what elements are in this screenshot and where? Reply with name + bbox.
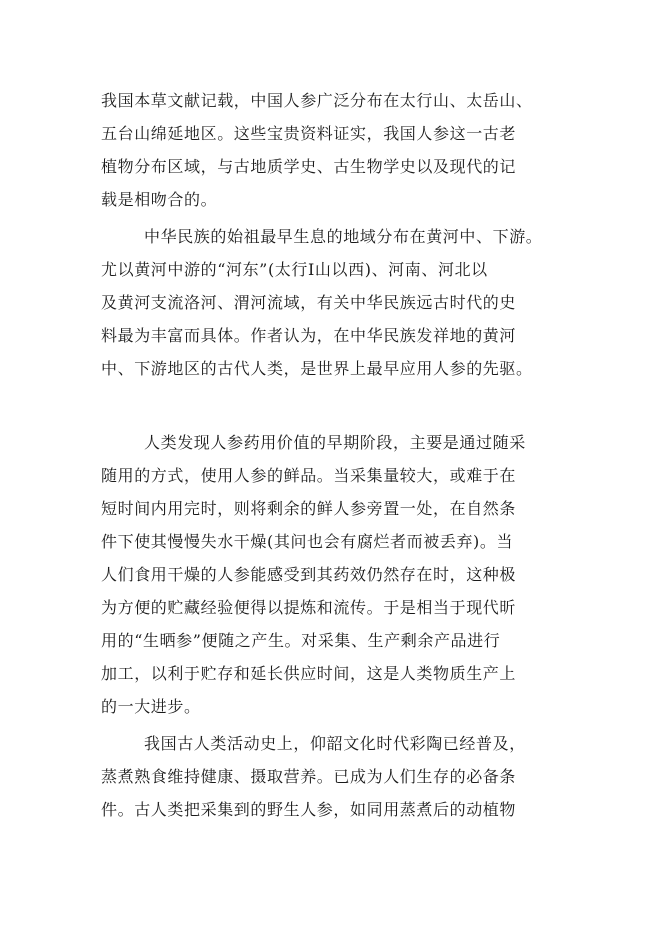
text-line: 载是相吻合的。 (101, 190, 218, 209)
text-line: 我国古人类活动史上，仰韶文化时代彩陶已经普及， (144, 734, 526, 753)
text-line: 五台山绵延地区。这些宝贵资料证实，我国人参这一古老 (101, 124, 517, 143)
text-line: 随用的方式，使用人参的鲜品。当采集量较大，或难于在 (101, 466, 517, 485)
text-line: 及黄河支流洛河、渭河流域，有关中华民族远古时代的史 (101, 293, 517, 312)
text-line: 我国本草文献记载，中国人参广泛分布在太行山、太岳山、 (101, 91, 533, 110)
text-line: 用的“生晒参”便随之产生。对采集、生产剩余产品进行 (101, 631, 501, 650)
text-line: 中、下游地区的古代人类，是世界上最早应用人参的先驱。 (101, 359, 533, 378)
text-line: 料最为丰富而具体。作者认为，在中华民族发祥地的黄河 (101, 326, 517, 345)
text-line: 人们食用干燥的人参能感受到其药效仍然存在时，这种极 (101, 565, 517, 584)
text-line: 植物分布区域，与古地质学史、古生物学史以及现代的记 (101, 157, 517, 176)
text-line: 中华民族的始祖最早生息的地域分布在黄河中、下游。 (144, 227, 543, 246)
text-line: 的一大进步。 (101, 697, 201, 716)
text-line: 件下使其慢慢失水干燥(其问也会有腐烂者而被丢弃)。当 (101, 532, 514, 551)
text-line: 人类发现人参药用价值的早期阶段，主要是通过随采 (144, 433, 526, 452)
text-line: 尤以黄河中游的“河东”(太行Ⅰ山以西)、河南、河北以 (101, 260, 488, 279)
text-line: 加工，以利于贮存和延长供应时间，这是人类物质生产上 (101, 664, 517, 683)
text-line: 短时间内用完时，则将剩余的鲜人参旁置一处，在自然条 (101, 499, 517, 518)
text-line: 蒸煮熟食维持健康、摄取营养。已成为人们生存的必备条 (101, 767, 517, 786)
text-line: 为方便的贮藏经验便得以提炼和流传。于是相当于现代昕 (101, 598, 517, 617)
text-line: 件。古人类把采集到的野生人参，如同用蒸煮后的动植物 (101, 800, 517, 819)
